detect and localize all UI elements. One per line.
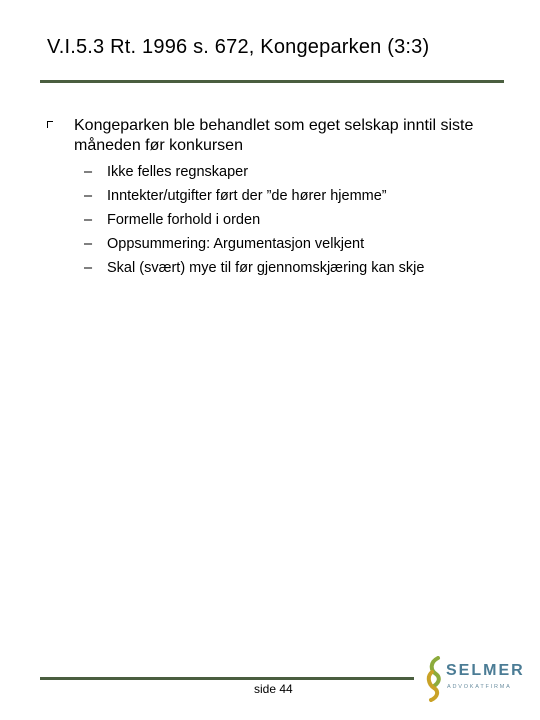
slide-title: V.I.5.3 Rt. 1996 s. 672, Kongeparken (3:3): [47, 36, 430, 58]
logo-subtext: ADVOKATFIRMA: [447, 684, 512, 690]
dash-marker: –: [84, 164, 93, 180]
sub-bullet-text: Skal (svært) mye til før gjennomskjæring kan skje: [107, 260, 425, 276]
dash-marker: –: [84, 188, 93, 204]
sub-bullet-text: Oppsummering: Argumentasjon velkjent: [107, 236, 365, 252]
selmer-logo: [426, 656, 525, 702]
main-bullet-text: Kongeparken ble behandlet som eget selskap inntil siste måneden før konkursen: [74, 117, 474, 154]
sub-bullet-text: Formelle forhold i orden: [107, 212, 261, 228]
dash-marker: –: [84, 236, 93, 252]
main-bullet: [47, 116, 487, 156]
dash-marker: –: [84, 212, 93, 228]
bullet-square-icon: [47, 121, 53, 128]
title-divider: [40, 80, 504, 83]
sub-bullet-text: Inntekter/utgifter ført der ”de hører hjemme”: [107, 188, 387, 204]
page-number: side 44: [254, 682, 293, 696]
logo-wordmark: SELMER: [446, 662, 525, 679]
sub-bullet-text: Ikke felles regnskaper: [107, 164, 249, 180]
dash-marker: –: [84, 260, 93, 276]
selmer-logo-icon: [426, 656, 444, 702]
footer-divider: [40, 677, 414, 680]
